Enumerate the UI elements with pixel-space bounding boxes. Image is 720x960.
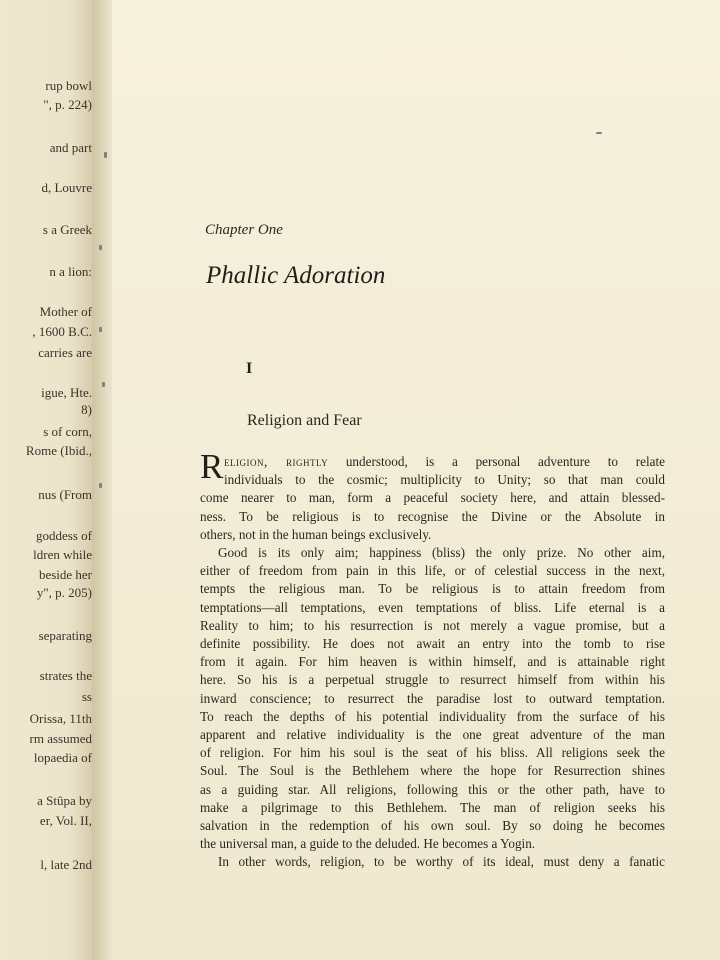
body-line: salvation in the redemption of his own soul. By so doing he becomes xyxy=(200,818,665,834)
body-line: of religion. For him his soul is the seat of his bliss. All religions seek the xyxy=(200,745,665,761)
section-heading: Religion and Fear xyxy=(247,412,362,429)
left-caption-line: ", p. 224) xyxy=(43,97,92,112)
body-line: To reach the depths of his potential individuality from the surface of his xyxy=(200,708,665,724)
left-caption-line: ss xyxy=(81,689,92,704)
body-line: either of freedom from pain in this life, or of celestial success in the next, xyxy=(200,563,665,579)
body-line: temptations—all temptations, even temptations of bliss. Life eternal is a xyxy=(200,599,665,615)
left-caption-line: er, Vol. II, xyxy=(39,813,92,828)
binding-mark xyxy=(104,152,107,158)
body-line: come nearer to man, form a peaceful society here, and attain blessed- xyxy=(200,490,665,506)
section-number: I xyxy=(246,360,253,377)
left-caption-line: Rome (Ibid., xyxy=(25,443,92,458)
left-caption-line: carries are xyxy=(38,345,92,360)
binding-mark xyxy=(99,327,102,332)
binding-mark xyxy=(99,483,102,488)
body-line: the universal man, a guide to the deluded. He becomes a Yogin. xyxy=(200,836,536,852)
body-line: definite possibility. He does not await an entry into the tomb to rise xyxy=(200,636,665,652)
body-line-first xyxy=(200,453,665,471)
body-line: others, not in the human beings exclusively. xyxy=(200,526,432,542)
first-words-smallcaps: eligion, rightly xyxy=(224,454,329,469)
chapter-label: Chapter One xyxy=(205,222,283,238)
binding-mark xyxy=(102,382,105,387)
left-caption-line: 8) xyxy=(81,402,92,417)
body-line: inward conscience; to resurrect the paradise lost to outward temptation. xyxy=(200,690,665,706)
body-line: apparent and relative individuality is the one great adventure of the man xyxy=(200,727,665,743)
left-page xyxy=(0,0,98,960)
body-line: make a pilgrimage to this Bethlehem. The man of religion seeks his xyxy=(200,799,665,815)
left-caption-line: Mother of xyxy=(39,304,92,319)
left-caption-line: , 1600 B.C. xyxy=(32,324,92,339)
drop-cap: R xyxy=(200,447,224,486)
left-caption-line: rup bowl xyxy=(45,78,92,93)
binding-mark xyxy=(596,132,602,134)
left-caption-line: s a Greek xyxy=(42,222,92,237)
first-line-rest: understood, is a personal adventure to relate xyxy=(328,454,665,469)
body-line: as a guiding star. All religions, following this or the other path, have to xyxy=(200,781,665,797)
left-caption-line: s of corn, xyxy=(43,424,92,439)
left-caption-line: ldren while xyxy=(33,547,92,562)
body-line: from it again. For him heaven is within himself, and is attainable right xyxy=(200,654,665,670)
binding-mark xyxy=(99,245,102,250)
left-caption-line: Orissa, 11th xyxy=(29,711,92,726)
body-line: tempts the religious man. To be religious is to attain freedom from xyxy=(200,581,665,597)
left-caption-line: d, Louvre xyxy=(41,180,92,195)
left-caption-line: rm assumed xyxy=(29,731,92,746)
left-caption-line: goddess of xyxy=(36,528,92,543)
left-caption-line: n a lion: xyxy=(49,264,92,279)
chapter-title: Phallic Adoration xyxy=(206,262,386,289)
left-caption-line: separating xyxy=(38,628,92,643)
body-line: individuals to the cosmic; multiplicity to Unity; so that man could xyxy=(224,472,665,488)
body-line: In other words, religion, to be worthy of its ideal, must deny a fanatic xyxy=(218,854,665,870)
left-caption-line: strates the xyxy=(39,668,92,683)
body-line: Reality to him; to his resurrection is not merely a vague promise, but a xyxy=(200,617,665,633)
left-caption-line: nus (From xyxy=(38,487,92,502)
body-line: Soul. The Soul is the Bethlehem where the hope for Resurrection shines xyxy=(200,763,665,779)
left-caption-line: igue, Hte. xyxy=(41,385,92,400)
left-caption-line: lopaedia of xyxy=(33,750,92,765)
body-line: here. So his is a perpetual struggle to resurrect himself from within his xyxy=(200,672,665,688)
left-page-captions xyxy=(0,0,98,960)
left-caption-line: l, late 2nd xyxy=(40,857,92,872)
left-caption-line: and part xyxy=(49,140,92,155)
body-line: ness. To be religious is to recognise the Divine or the Absolute in xyxy=(200,508,665,524)
left-caption-line: a Stûpa by xyxy=(37,793,92,808)
left-caption-line: y", p. 205) xyxy=(36,585,92,600)
left-caption-line: beside her xyxy=(38,567,92,582)
body-text xyxy=(200,453,665,872)
body-line: Good is its only aim; happiness (bliss) the only prize. No other aim, xyxy=(218,545,665,561)
